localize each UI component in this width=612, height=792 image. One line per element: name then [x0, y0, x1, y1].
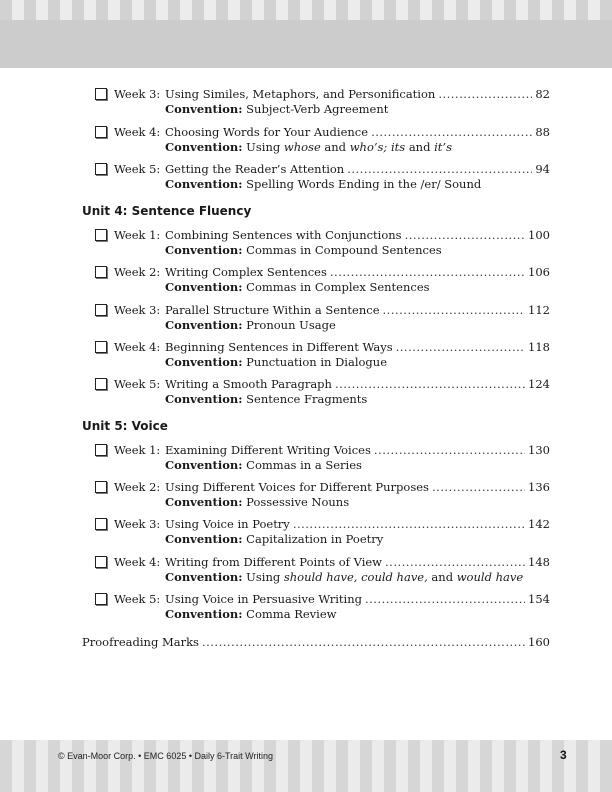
convention-label: Convention:: [165, 318, 243, 332]
toc-week-entry: [95, 443, 550, 475]
convention-label: Convention:: [165, 355, 243, 369]
convention-line: [165, 177, 481, 191]
toc-page-number: 160: [528, 635, 550, 649]
convention-text: [243, 495, 350, 509]
unit-heading: Unit 5: Voice: [82, 419, 168, 433]
week-title: Examining Different Writing Voices: [165, 443, 371, 457]
convention-italic-text: should have, could have,: [283, 570, 428, 584]
week-title: Using Different Voices for Different Purposes: [165, 480, 429, 494]
convention-text: [243, 102, 389, 116]
dot-leader: [374, 443, 525, 457]
convention-text: [243, 607, 337, 621]
toc-week-entry: [95, 265, 550, 297]
checkbox-square[interactable]: [95, 481, 107, 493]
toc-week-entry: [95, 517, 550, 549]
week-title-line: [165, 162, 550, 176]
week-title-line: [165, 517, 550, 531]
week-title-line: [165, 592, 550, 606]
week-label: Week 1:: [114, 228, 161, 242]
toc-page-number: 94: [535, 162, 550, 176]
week-title: Using Voice in Poetry: [165, 517, 290, 531]
convention-text-part: Comma Review: [242, 607, 337, 621]
convention-text-part: Using: [242, 570, 284, 584]
week-title: Beginning Sentences in Different Ways: [165, 340, 393, 354]
toc-week-entry: [95, 228, 550, 260]
convention-line: [165, 570, 523, 584]
convention-text-part: and: [320, 140, 350, 154]
week-label: Week 4:: [114, 125, 161, 139]
convention-label: Convention:: [165, 392, 243, 406]
toc-week-entry: [95, 377, 550, 409]
toc-week-entry: [95, 480, 550, 512]
unit-heading: Unit 4: Sentence Fluency: [82, 204, 252, 218]
convention-label: Convention:: [165, 607, 243, 621]
dot-leader: [371, 125, 532, 139]
toc-week-entry: [95, 555, 550, 587]
checkbox-square[interactable]: [95, 266, 107, 278]
toc-week-entry: [95, 340, 550, 372]
week-label: Week 3:: [114, 87, 161, 101]
checkbox-square[interactable]: [95, 593, 107, 605]
checkbox-square[interactable]: [95, 378, 107, 390]
convention-text-part: Capitalization in Poetry: [242, 532, 384, 546]
toc-week-entry: [95, 87, 550, 119]
convention-text-part: Commas in Compound Sentences: [242, 243, 442, 257]
convention-text-part: and: [427, 570, 457, 584]
convention-line: [165, 392, 367, 406]
convention-text: [243, 243, 442, 257]
convention-text-part: Pronoun Usage: [242, 318, 336, 332]
week-title-line: [165, 125, 550, 139]
convention-text-part: Using: [242, 140, 284, 154]
dot-leader: [365, 592, 525, 606]
week-title-line: [165, 303, 550, 317]
convention-italic-text: whose: [283, 140, 321, 154]
dot-leader: [396, 340, 525, 354]
toc-entry-title: Proofreading Marks: [82, 635, 199, 649]
week-title: Writing a Smooth Paragraph: [165, 377, 332, 391]
week-title-line: [165, 265, 550, 279]
convention-line: [165, 318, 336, 332]
convention-text-part: Spelling Words Ending in the /er/ Sound: [242, 177, 482, 191]
checkbox-square[interactable]: [95, 341, 107, 353]
checkbox-square[interactable]: [95, 444, 107, 456]
convention-line: [165, 458, 362, 472]
week-title-line: [165, 377, 550, 391]
convention-line: [165, 102, 388, 116]
toc-page-number: 142: [528, 517, 550, 531]
toc-entry-proofreading: [82, 635, 550, 649]
convention-text: [243, 392, 368, 406]
week-label: Week 4:: [114, 340, 161, 354]
convention-label: Convention:: [165, 140, 243, 154]
checkbox-square[interactable]: [95, 126, 107, 138]
convention-line: [165, 607, 337, 621]
dot-leader: [405, 228, 525, 242]
convention-text: [243, 532, 384, 546]
week-title-line: [165, 228, 550, 242]
week-title-line: [165, 443, 550, 457]
convention-line: [165, 243, 442, 257]
convention-italic-text: it’s: [434, 140, 452, 154]
convention-text: [243, 280, 430, 294]
week-label: Week 2:: [114, 480, 161, 494]
convention-label: Convention:: [165, 495, 243, 509]
footer-copyright: © Evan-Moor Corp. • EMC 6025 • Daily 6-Trait Writing: [58, 751, 273, 761]
week-label: Week 3:: [114, 303, 161, 317]
week-title: Getting the Reader’s Attention: [165, 162, 345, 176]
checkbox-square[interactable]: [95, 556, 107, 568]
toc-page-number: 130: [528, 443, 550, 457]
toc-page-number: 88: [535, 125, 550, 139]
convention-label: Convention:: [165, 570, 243, 584]
dot-leader: [335, 377, 525, 391]
convention-text: [243, 355, 388, 369]
convention-line: [165, 140, 452, 154]
convention-text: [243, 318, 336, 332]
toc-page-number: 118: [528, 340, 550, 354]
dot-leader: [347, 162, 532, 176]
convention-italic-text: who’s; its: [349, 140, 406, 154]
dot-leader: [293, 517, 525, 531]
dot-leader: [330, 265, 525, 279]
convention-label: Convention:: [165, 243, 243, 257]
toc-page-number: 112: [528, 303, 550, 317]
convention-label: Convention:: [165, 102, 243, 116]
week-title: Using Similes, Metaphors, and Personification: [165, 87, 436, 101]
header-band: [0, 0, 612, 68]
convention-text: [243, 177, 482, 191]
checkbox-square[interactable]: [95, 518, 107, 530]
toc-page-number: 82: [535, 87, 550, 101]
week-title: Combining Sentences with Conjunctions: [165, 228, 402, 242]
convention-text-part: Punctuation in Dialogue: [242, 355, 388, 369]
week-label: Week 5:: [114, 592, 161, 606]
convention-line: [165, 495, 349, 509]
week-title: Using Voice in Persuasive Writing: [165, 592, 362, 606]
convention-label: Convention:: [165, 280, 243, 294]
convention-text: [243, 140, 452, 154]
week-label: Week 5:: [114, 377, 161, 391]
header-stripes: [0, 0, 612, 20]
week-title-line: [165, 87, 550, 101]
footer-band: [0, 740, 612, 792]
checkbox-square[interactable]: [95, 229, 107, 241]
week-title: Choosing Words for Your Audience: [165, 125, 369, 139]
toc-page-number: 106: [528, 265, 550, 279]
convention-label: Convention:: [165, 458, 243, 472]
week-title: Writing from Different Points of View: [165, 555, 383, 569]
footer-page-number: 3: [560, 748, 567, 762]
week-title: Writing Complex Sentences: [165, 265, 327, 279]
checkbox-square[interactable]: [95, 88, 107, 100]
convention-text-part: Possessive Nouns: [242, 495, 350, 509]
dot-leader: [385, 555, 525, 569]
convention-label: Convention:: [165, 177, 243, 191]
convention-text-part: and: [405, 140, 435, 154]
toc-page-number: 100: [528, 228, 550, 242]
convention-text-part: Commas in a Series: [242, 458, 362, 472]
convention-line: [165, 280, 430, 294]
dot-leader: [383, 303, 526, 317]
checkbox-square[interactable]: [95, 163, 107, 175]
toc-page-number: 148: [528, 555, 550, 569]
week-label: Week 1:: [114, 443, 161, 457]
dot-leader: [202, 635, 525, 649]
convention-text-part: Sentence Fragments: [242, 392, 368, 406]
toc-week-entry: [95, 592, 550, 624]
week-title: Parallel Structure Within a Sentence: [165, 303, 380, 317]
convention-text: [243, 570, 524, 584]
convention-text-part: Subject-Verb Agreement: [242, 102, 389, 116]
toc-page-number: 136: [528, 480, 550, 494]
convention-line: [165, 532, 383, 546]
week-label: Week 2:: [114, 265, 161, 279]
week-label: Week 4:: [114, 555, 161, 569]
week-title-line: [165, 340, 550, 354]
week-label: Week 5:: [114, 162, 161, 176]
convention-italic-text: would have: [456, 570, 524, 584]
convention-label: Convention:: [165, 532, 243, 546]
toc-week-entry: [95, 303, 550, 335]
week-title-line: [165, 480, 550, 494]
dot-leader: [432, 480, 525, 494]
week-title-line: [165, 555, 550, 569]
convention-text-part: Commas in Complex Sentences: [242, 280, 430, 294]
toc-week-entry: [95, 125, 550, 157]
toc-week-entry: [95, 162, 550, 194]
toc-page-number: 154: [528, 592, 550, 606]
dot-leader: [438, 87, 532, 101]
checkbox-square[interactable]: [95, 304, 107, 316]
toc-page-number: 124: [528, 377, 550, 391]
convention-text: [243, 458, 362, 472]
convention-line: [165, 355, 387, 369]
week-label: Week 3:: [114, 517, 161, 531]
